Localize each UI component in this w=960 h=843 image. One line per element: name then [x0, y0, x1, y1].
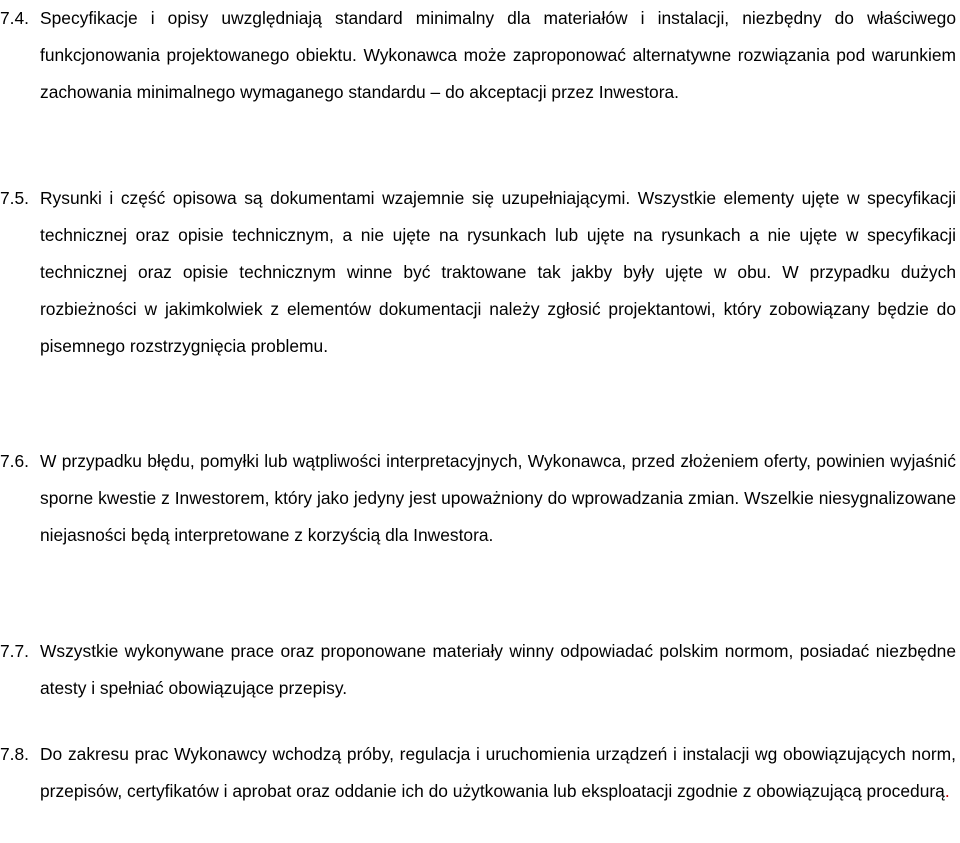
section-number: 7.8. — [0, 744, 30, 764]
section-number: 7.7. — [0, 641, 30, 661]
section-7-8 — [0, 736, 956, 810]
section-text: W przypadku błędu, pomyłki lub wątpliwości interpretacyjnych, Wykonawca, przed złożeniem oferty, powinien wyjaśnić sporne kwestie z Inwestorem, który jako jedyny jest upoważniony do wprowadzania zmian. Wszelkie niesygnalizowane niejasności będą interpretowane z korzyścią dla Inwestora. — [40, 451, 956, 545]
section-text — [40, 736, 956, 810]
section-text: Specyfikacje i opisy uwzględniają standard minimalny dla materiałów i instalacji, niezbędny do właściwego funkcjonowania projektowanego obiektu. Wykonawca może zaproponować alternatywne rozwiązania pod warunkiem zachowania minimalnego wymaganego standardu – do akceptacji przez Inwestora. — [40, 8, 956, 102]
section-number: 7.6. — [0, 451, 30, 471]
section-7-5 — [0, 180, 956, 365]
section-7-7 — [0, 633, 956, 707]
trailing-period: . — [944, 781, 950, 801]
section-number: 7.5. — [0, 188, 30, 208]
section-text-body: Do zakresu prac Wykonawcy wchodzą próby, regulacja i uruchomienia urządzeń i instalacji wg obowiązujących norm, przepisów, certyfikatów i aprobat oraz oddanie ich do użytkowania lub eksploatacji zgodnie z obowiązującą procedurą — [40, 744, 956, 801]
section-text: Rysunki i część opisowa są dokumentami wzajemnie się uzupełniającymi. Wszystkie elementy ujęte w specyfikacji technicznej oraz opisie technicznym, a nie ujęte na rysunkach lub ujęte na rysunkach a nie ujęte w specyfikacji technicznej oraz opisie technicznym winne być traktowane tak jakby były ujęte w obu. W przypadku dużych rozbieżności w jakimkolwiek z elementów dokumentacji należy zgłosić projektantowi, który zobowiązany będzie do pisemnego rozstrzygnięcia problemu. — [40, 188, 956, 356]
section-text: Wszystkie wykonywane prace oraz proponowane materiały winny odpowiadać polskim normom, posiadać niezbędne atesty i spełniać obowiązujące przepisy. — [40, 641, 956, 698]
section-7-4 — [0, 0, 956, 111]
section-7-6 — [0, 443, 956, 554]
section-number: 7.4. — [0, 8, 30, 28]
